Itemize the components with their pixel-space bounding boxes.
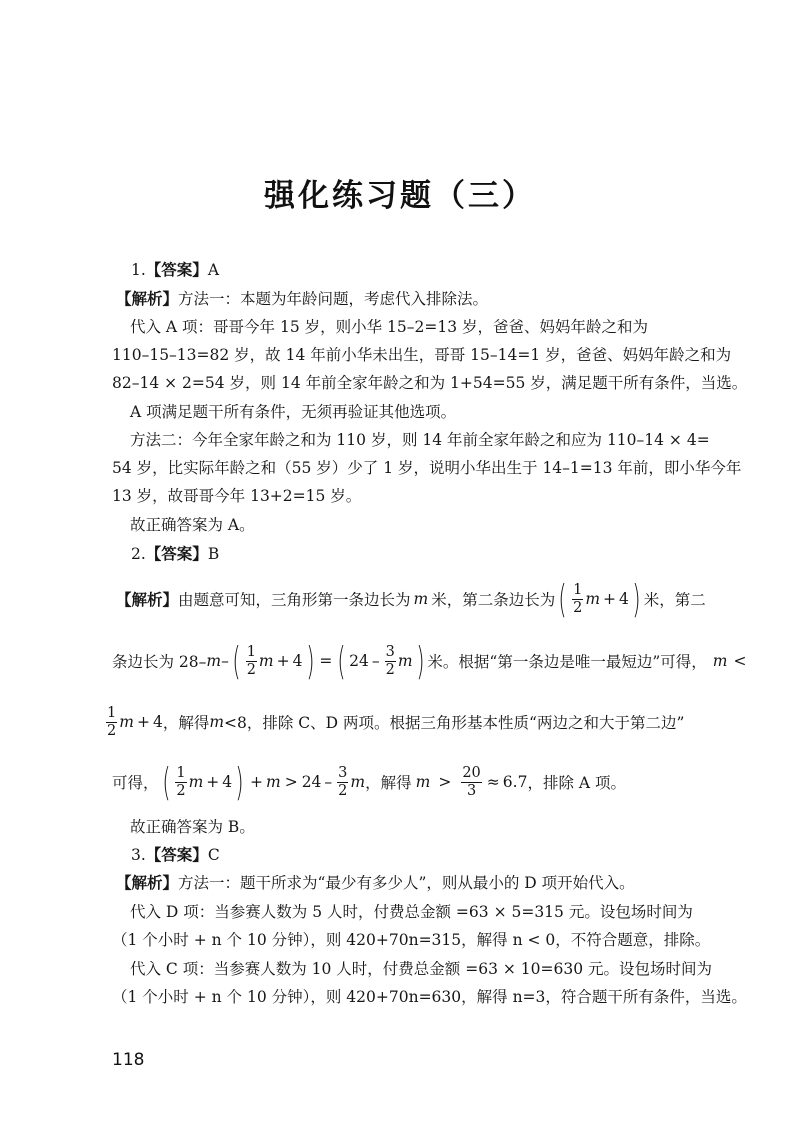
greater-than: > bbox=[284, 773, 298, 791]
numerator: 3 bbox=[385, 643, 395, 660]
q3-answer: C bbox=[207, 846, 220, 864]
minus: – bbox=[324, 773, 333, 791]
result-expression bbox=[412, 765, 528, 800]
denominator: 2 bbox=[385, 661, 395, 678]
q3-analysis-text: 方法一：题干所求为“最少有多少人”，则从最小的 D 项开始代入。 bbox=[178, 874, 635, 892]
lparen: ( bbox=[558, 577, 567, 621]
var-m: m bbox=[119, 713, 134, 731]
q1-p3-line2 bbox=[0, 455, 800, 481]
q2-analysis-line2 bbox=[0, 639, 800, 683]
page-title: 强化练习题（三） bbox=[264, 178, 536, 214]
q1-answer: A bbox=[207, 261, 220, 279]
var-m: m bbox=[415, 773, 431, 791]
q2-number: 2. bbox=[131, 545, 146, 563]
inequality-expression bbox=[159, 762, 366, 802]
plus: + bbox=[206, 773, 220, 791]
rparen: ) bbox=[305, 639, 314, 683]
fraction-one-half bbox=[572, 582, 583, 617]
numerator: 1 bbox=[107, 704, 117, 721]
denominator: 2 bbox=[176, 782, 186, 799]
text-line: （1 个小时 + n 个 10 分钟），则 420+70n=315，解得 n < 0，不符合题意，排除。 bbox=[112, 931, 711, 949]
text-line: 故正确答案为 A。 bbox=[130, 516, 255, 534]
text-span: 由题意可知，三角形第一条边长为 bbox=[178, 591, 411, 609]
text-span: 可得， bbox=[112, 774, 159, 792]
q1-p3-line1 bbox=[0, 427, 800, 453]
minus: – bbox=[221, 652, 229, 670]
text-line: （1 个小时 + n 个 10 分钟），则 420+70n=630，解得 n=3，符合题干所有条件，当选。 bbox=[112, 988, 747, 1006]
num: 6.7 bbox=[502, 773, 528, 791]
numerator: 1 bbox=[246, 643, 256, 660]
text-span: 米，第二 bbox=[643, 591, 706, 609]
q3-analysis-tag: 【解析】 bbox=[116, 874, 179, 892]
page-number: 118 bbox=[112, 1050, 145, 1070]
denominator: 2 bbox=[246, 661, 256, 678]
q2-analysis-tag: 【解析】 bbox=[116, 591, 179, 609]
approx: ≈ bbox=[486, 773, 500, 791]
plus: + bbox=[603, 590, 617, 608]
rparen: ) bbox=[632, 577, 641, 621]
text-span: 米。根据“第一条边是唯一最短边”可得， bbox=[427, 653, 707, 671]
q1-answer-line bbox=[0, 257, 800, 283]
fraction-twenty-thirds bbox=[461, 765, 481, 800]
fraction-one-half bbox=[246, 644, 257, 679]
num: 4 bbox=[152, 713, 163, 731]
text-line: 82–14 × 2=54 岁，则 14 年前全家年龄之和为 1+54=55 岁，满足题干所有条件，当选。 bbox=[112, 374, 748, 392]
text-span: ，解得 bbox=[162, 714, 210, 732]
q2-analysis-line3 bbox=[0, 700, 800, 744]
text-line: 110–15–13=82 岁，故 14 年前小华未出生，哥哥 15–14=1 岁，爸爸、妈妈年龄之和为 bbox=[112, 346, 732, 364]
fraction-one-half bbox=[106, 705, 117, 740]
lparen: ( bbox=[232, 639, 241, 683]
num: 4 bbox=[222, 773, 233, 791]
var-m: m bbox=[265, 773, 281, 791]
plus: + bbox=[276, 652, 290, 670]
plus: + bbox=[249, 773, 263, 791]
denominator: 2 bbox=[573, 599, 583, 616]
var-m: m bbox=[585, 590, 601, 608]
q1-p1-line1 bbox=[0, 314, 800, 340]
expr-half-m-plus-4 bbox=[104, 705, 163, 740]
text-line: A 项满足题干所有条件，无须再验证其他选项。 bbox=[130, 403, 457, 421]
fraction-one-half bbox=[175, 765, 186, 800]
rparen: ) bbox=[415, 639, 425, 683]
lparen: ( bbox=[161, 760, 171, 804]
minus: – bbox=[371, 652, 380, 670]
expr-half-m-plus-4 bbox=[229, 641, 317, 681]
equals: = bbox=[319, 652, 333, 670]
fraction-three-halves bbox=[337, 765, 348, 800]
numerator: 1 bbox=[176, 764, 186, 781]
text-line: 54 岁，比实际年龄之和（55 岁）少了 1 岁，说明小华出生于 14–1=13 年前，即小华今年 bbox=[112, 459, 742, 477]
text-span: 条边长为 28– bbox=[112, 653, 207, 671]
text-line: 方法二：今年全家年龄之和为 110 岁，则 14 年前全家年龄之和应为 110–14 × 4= bbox=[130, 431, 710, 449]
q1-analysis-line bbox=[0, 286, 800, 312]
q2-answer-line bbox=[0, 541, 800, 567]
var-m: m bbox=[258, 652, 274, 670]
text-span: <8，排除 C、D 两项。根据三角形基本性质“两边之和大于第二边” bbox=[224, 714, 685, 732]
q3-p2-line2 bbox=[0, 984, 800, 1010]
lparen: ( bbox=[337, 639, 346, 683]
q3-p1-line1 bbox=[0, 899, 800, 925]
q2-analysis-line4 bbox=[0, 758, 800, 806]
text-line: 代入 A 项：哥哥今年 15 岁，则小华 15–2=13 岁，爸爸、妈妈年龄之和为 bbox=[130, 318, 649, 336]
text-line: 13 岁，故哥哥今年 13+2=15 岁。 bbox=[112, 487, 362, 505]
q3-number: 3. bbox=[131, 846, 146, 864]
q3-analysis-line bbox=[0, 870, 800, 896]
q1-number: 1. bbox=[131, 261, 146, 279]
q3-answer-tag: 【答案】 bbox=[145, 846, 208, 864]
var-m: m bbox=[206, 652, 222, 670]
greater-than: > bbox=[438, 773, 452, 791]
num: 24 bbox=[301, 773, 322, 791]
text-span: 米，第二条边长为 bbox=[431, 591, 556, 609]
num: 4 bbox=[292, 652, 303, 670]
q1-p1-line2 bbox=[0, 342, 800, 368]
q1-analysis-tag: 【解析】 bbox=[116, 290, 179, 308]
q3-p1-line2 bbox=[0, 927, 800, 953]
numerator: 1 bbox=[573, 581, 583, 598]
q3-answer-line bbox=[0, 842, 800, 868]
var-m: m bbox=[413, 590, 429, 608]
q3-p2-line1 bbox=[0, 956, 800, 982]
text-span: ，排除 A 项。 bbox=[527, 774, 626, 792]
denominator: 2 bbox=[107, 722, 117, 739]
num: 4 bbox=[619, 590, 629, 608]
expr-half-m-plus-4 bbox=[555, 579, 643, 619]
q1-p2 bbox=[0, 399, 800, 425]
q1-conclusion bbox=[0, 512, 800, 538]
q1-answer-tag: 【答案】 bbox=[145, 261, 208, 279]
q1-p3-line3 bbox=[0, 483, 800, 509]
text-line: 代入 C 项：当参赛人数为 10 人时，付费总金额 =63 × 10=630 元。设包场时间为 bbox=[130, 960, 712, 978]
var-m: m bbox=[209, 713, 225, 731]
fraction-three-halves bbox=[385, 644, 396, 679]
numerator: 3 bbox=[338, 764, 348, 781]
q1-p1-line3 bbox=[0, 370, 800, 396]
text-span: ，解得 bbox=[365, 774, 412, 792]
q2-analysis-line1 bbox=[0, 577, 800, 621]
var-m: m bbox=[712, 652, 728, 670]
q2-answer-tag: 【答案】 bbox=[145, 545, 208, 563]
var-m: m bbox=[397, 652, 413, 670]
plus: + bbox=[136, 713, 150, 731]
var-m: m bbox=[188, 773, 204, 791]
var-m: m bbox=[350, 773, 366, 791]
text-line: 代入 D 项：当参赛人数为 5 人时，付费总金额 =63 × 5=315 元。设包场时间为 bbox=[130, 903, 693, 921]
q1-analysis-text: 方法一：本题为年龄问题，考虑代入排除法。 bbox=[178, 290, 489, 308]
numerator: 20 bbox=[462, 764, 481, 781]
q2-answer: B bbox=[207, 545, 220, 563]
expr-24-minus-three-halves-m bbox=[334, 641, 427, 681]
text-span: < bbox=[733, 652, 747, 670]
text-line: 故正确答案为 B。 bbox=[130, 818, 255, 836]
denominator: 2 bbox=[338, 782, 348, 799]
denominator: 3 bbox=[466, 782, 477, 799]
num: 24 bbox=[349, 652, 369, 670]
rparen: ) bbox=[235, 760, 244, 804]
q2-conclusion bbox=[0, 814, 800, 840]
